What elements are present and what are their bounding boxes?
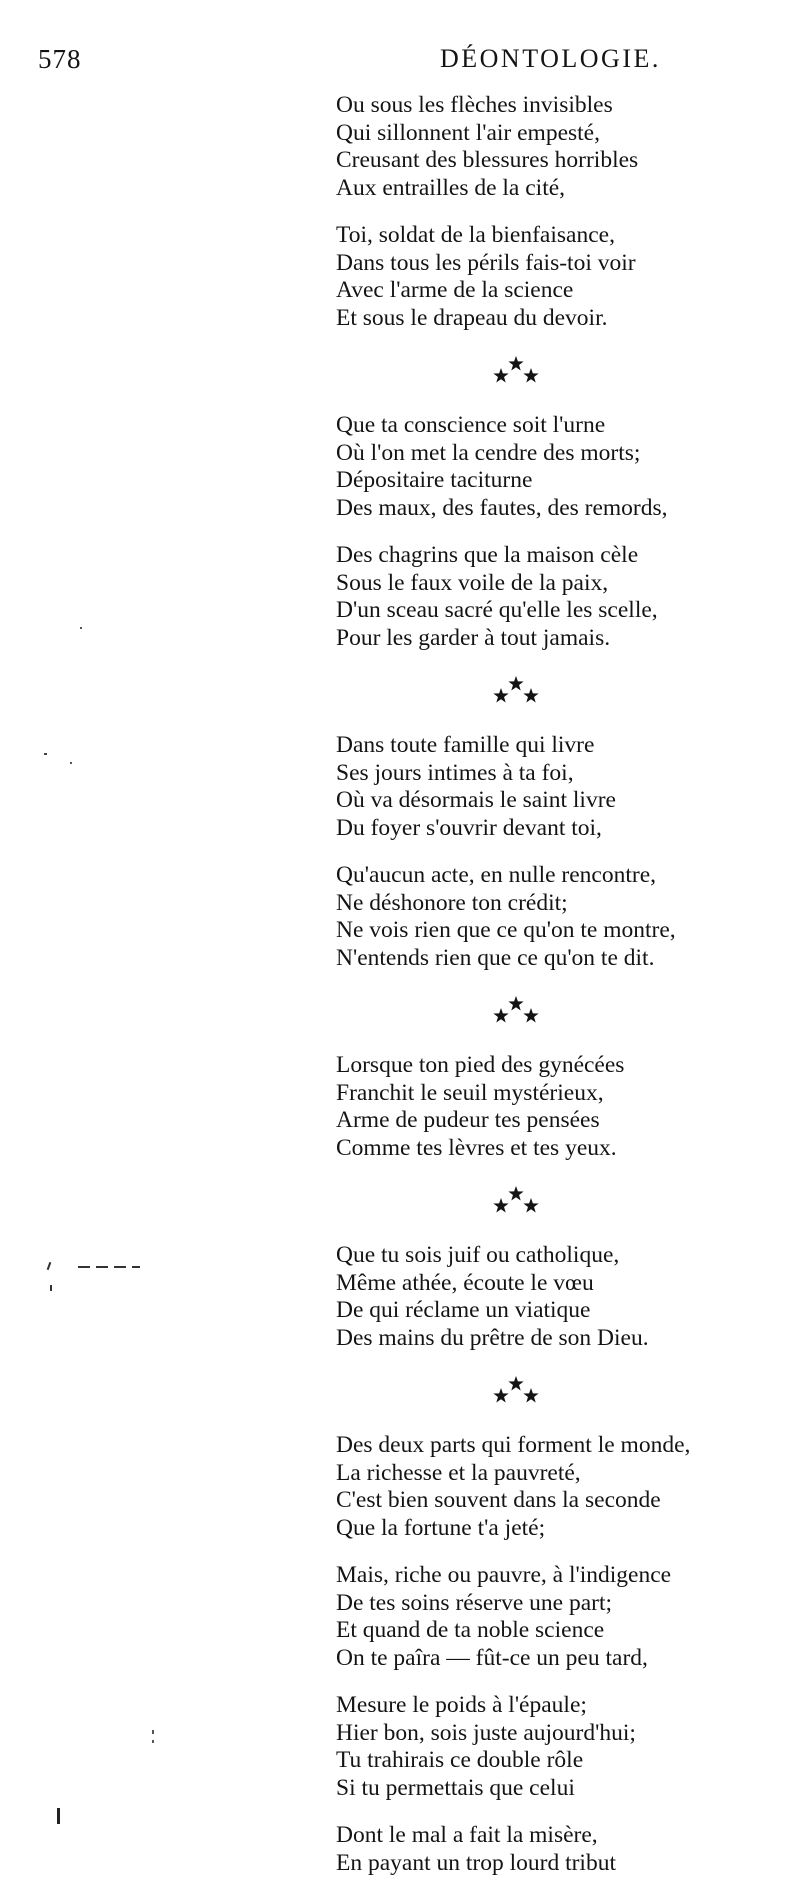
stanza: [336, 412, 776, 522]
margin-speck: [70, 762, 72, 764]
poem-body: [336, 92, 776, 1897]
star-icon: [508, 1376, 523, 1390]
stanza: [336, 862, 776, 972]
verse-line: Que ta conscience soit l'urne: [336, 412, 606, 438]
stanza: [336, 732, 776, 842]
asterism-icon: [491, 1182, 541, 1218]
star-icon: [523, 688, 538, 702]
running-head: DÉONTOLOGIE.: [440, 44, 661, 73]
verse-line: N'entends rien que ce qu'on te dit.: [336, 944, 655, 971]
page-number: 578: [38, 44, 82, 74]
stanza: [336, 1432, 776, 1542]
verse-line: La richesse et la pauvreté,: [336, 1459, 581, 1486]
star-icon: [493, 1388, 508, 1402]
star-icon: [493, 1198, 508, 1212]
stanza: [336, 92, 776, 202]
verse-line: Où l'on met la cendre des morts;: [336, 439, 641, 466]
stanza: [336, 1822, 776, 1877]
star-icon: [508, 1186, 523, 1200]
star-icon: [508, 996, 523, 1010]
verse-line: Que tu sois juif ou catholique,: [336, 1242, 620, 1268]
margin-speck: [44, 753, 47, 755]
verse-line: Ou sous les flèches invisibles: [336, 92, 613, 118]
verse-line: Creusant des blessures horribles: [336, 147, 639, 173]
star-icon: [523, 1198, 538, 1212]
verse-line: Toi, soldat de la bienfaisance,: [336, 222, 615, 248]
verse-line: Dans toute famille qui livre: [336, 732, 595, 758]
verse-line: Qu'aucun acte, en nulle rencontre,: [336, 862, 657, 888]
asterism-icon: [491, 1372, 541, 1408]
verse-line: Mesure le poids à l'épaule;: [336, 1692, 587, 1718]
verse-line: On te paîra — fût-ce un peu tard,: [336, 1644, 648, 1671]
verse-line: Du foyer s'ouvrir devant toi,: [336, 814, 602, 841]
stanza: [336, 1562, 776, 1672]
verse-line: C'est bien souvent dans la seconde: [336, 1487, 661, 1513]
verse-line: Comme tes lèvres et tes yeux.: [336, 1134, 617, 1161]
verse-line: Ses jours intimes à ta foi,: [336, 759, 574, 786]
margin-speck: [80, 627, 82, 629]
star-icon: [523, 1388, 538, 1402]
verse-line: Que la fortune t'a jeté;: [336, 1514, 546, 1541]
star-icon: [523, 368, 538, 382]
margin-speck: [152, 1740, 154, 1743]
margin-speck: [57, 1808, 60, 1824]
margin-speck: [152, 1730, 154, 1734]
margin-speck: [47, 1262, 52, 1270]
verse-line: Et quand de ta noble science: [336, 1617, 605, 1643]
verse-line: Même athée, écoute le vœu: [336, 1269, 594, 1296]
verse-line: Dépositaire taciturne: [336, 467, 533, 493]
verse-line: Des chagrins que la maison cèle: [336, 542, 639, 568]
verse-line: En payant un trop lourd tribut: [336, 1849, 616, 1876]
verse-line: Tu trahirais ce double rôle: [336, 1747, 584, 1773]
verse-line: Ne vois rien que ce qu'on te montre,: [336, 917, 676, 943]
stanza: [336, 222, 776, 332]
verse-line: Dont le mal a fait la misère,: [336, 1822, 598, 1848]
stanza: [336, 1242, 776, 1352]
verse-line: Mais, riche ou pauvre, à l'indigence: [336, 1562, 672, 1588]
asterism-icon: [491, 992, 541, 1028]
verse-line: Des deux parts qui forment le monde,: [336, 1432, 691, 1458]
verse-line: Lorsque ton pied des gynécées: [336, 1052, 625, 1078]
verse-line: Où va désormais le saint livre: [336, 787, 616, 813]
verse-line: De qui réclame un viatique: [336, 1297, 591, 1323]
star-icon: [493, 688, 508, 702]
verse-line: Si tu permettais que celui: [336, 1774, 575, 1801]
verse-line: Des maux, des fautes, des remords,: [336, 494, 668, 521]
verse-line: Franchit le seuil mystérieux,: [336, 1079, 604, 1106]
star-icon: [493, 368, 508, 382]
asterism-divider: [336, 1372, 696, 1416]
verse-line: Et sous le drapeau du devoir.: [336, 304, 608, 331]
star-icon: [508, 356, 523, 370]
asterism-divider: [336, 672, 696, 716]
margin-dash: [78, 1266, 140, 1268]
verse-line: Dans tous les périls fais-toi voir: [336, 249, 636, 276]
verse-line: Avec l'arme de la science: [336, 277, 574, 303]
stanza: [336, 1692, 776, 1802]
asterism-icon: [491, 672, 541, 708]
stanza: [336, 542, 776, 652]
margin-speck: [50, 1285, 52, 1291]
star-icon: [493, 1008, 508, 1022]
asterism-icon: [491, 352, 541, 388]
verse-line: D'un sceau sacré qu'elle les scelle,: [336, 597, 658, 623]
star-icon: [508, 676, 523, 690]
verse-line: Sous le faux voile de la paix,: [336, 569, 609, 596]
verse-line: Hier bon, sois juste aujourd'hui;: [336, 1719, 636, 1746]
asterism-divider: [336, 352, 696, 396]
verse-line: Pour les garder à tout jamais.: [336, 624, 611, 651]
verse-line: Ne déshonore ton crédit;: [336, 889, 568, 916]
asterism-divider: [336, 1182, 696, 1226]
verse-line: Aux entrailles de la cité,: [336, 174, 566, 201]
star-icon: [523, 1008, 538, 1022]
stanza: [336, 1052, 776, 1162]
asterism-divider: [336, 992, 696, 1036]
verse-line: De tes soins réserve une part;: [336, 1589, 613, 1616]
verse-line: Arme de pudeur tes pensées: [336, 1107, 600, 1133]
verse-line: Qui sillonnent l'air empesté,: [336, 119, 600, 146]
verse-line: Des mains du prêtre de son Dieu.: [336, 1324, 649, 1351]
